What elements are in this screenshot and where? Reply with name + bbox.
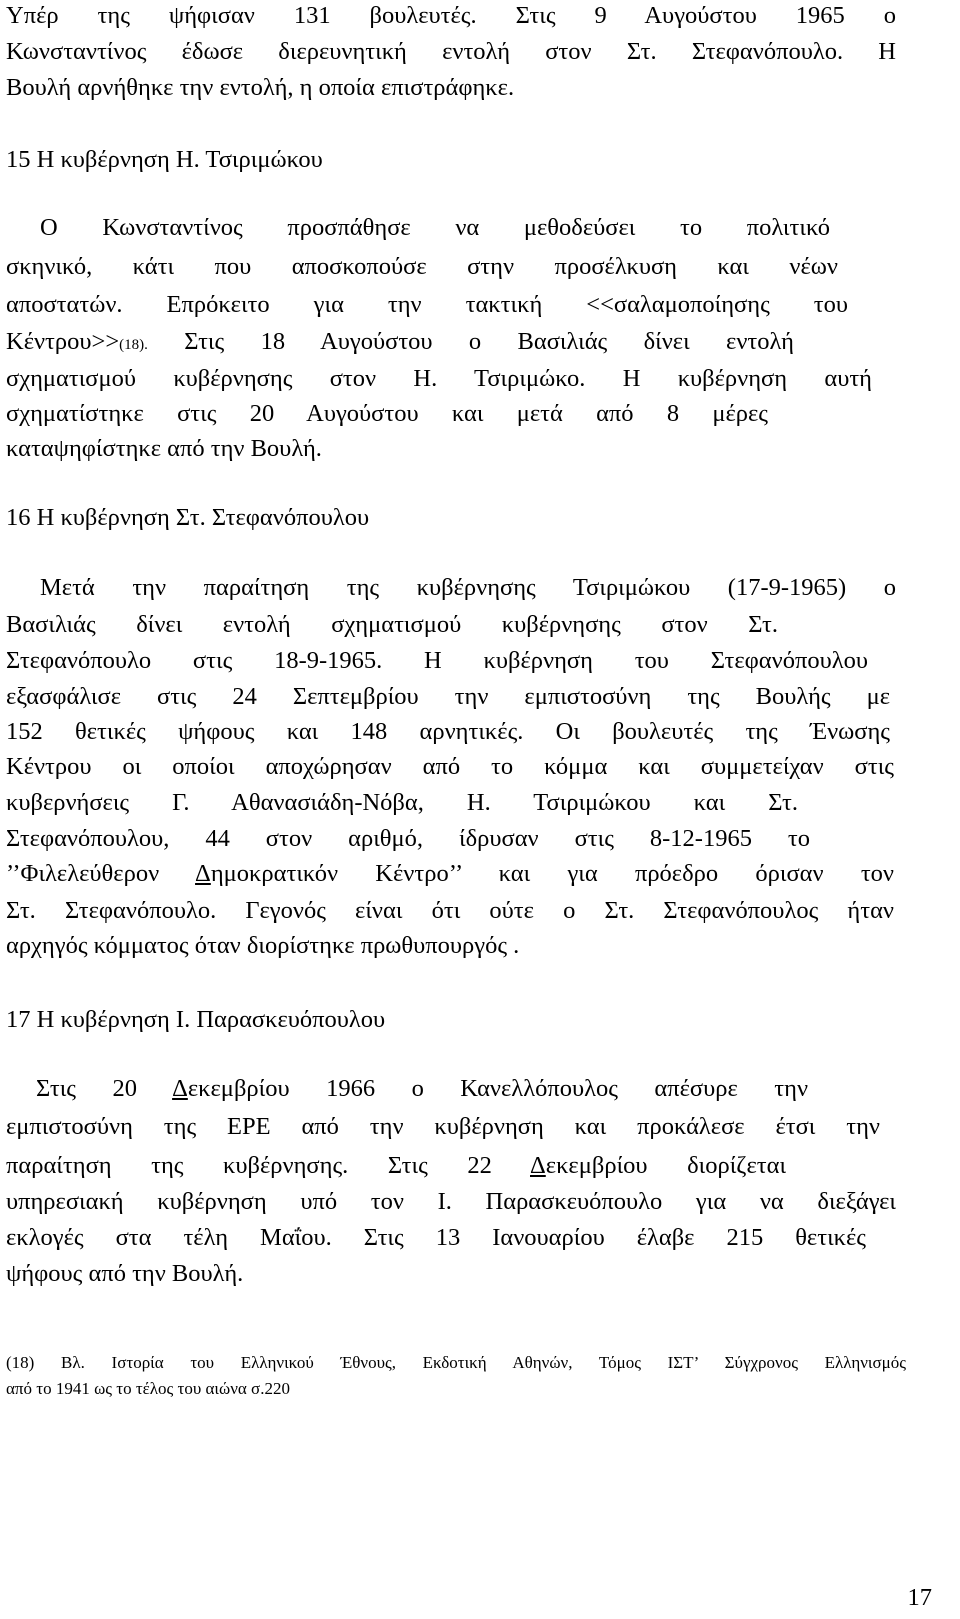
s15-line-6: σχηματίστηκε στις 20 Αυγούστου και μετά από 8 μέρες	[6, 400, 768, 427]
s15-line-4	[6, 326, 794, 358]
section-15-heading: 15 Η κυβέρνηση Η. Τσιριμώκου	[6, 146, 323, 173]
footnote-ref-18: (18).	[119, 337, 148, 353]
s17-line-2: εμπιστοσύνη της ΕΡΕ από την κυβέρνηση και προκάλεσε έτσι την	[6, 1113, 880, 1140]
s17-line-3: παραίτηση της κυβέρνησης. Στις 22 Δεκεμβρίου διορίζεται	[6, 1152, 787, 1179]
s16-line-8: Στεφανόπουλου, 44 στον αριθμό, ίδρυσαν στις 8-12-1965 το	[6, 825, 810, 852]
s15-line-1: Ο Κωνσταντίνος προσπάθησε να μεθοδεύσει το πολιτικό	[40, 214, 830, 241]
footnote-line-1: (18) Βλ. Ιστορία του Ελληνικού Έθνους, Εκδοτική Αθηνών, Τόμος ΙΣΤ’ Σύγχρονος Ελληνισμός	[6, 1353, 906, 1372]
s17-line-4: υπηρεσιακή κυβέρνηση υπό τον Ι. Παρασκευόπουλο για να διεξάγει	[6, 1188, 896, 1215]
footnote-line-2: από το 1941 ως το τέλος του αιώνα σ.220	[6, 1379, 290, 1398]
s16-line-2: Βασιλιάς δίνει εντολή σχηματισμού κυβέρνησης στον Στ.	[6, 611, 778, 638]
s15-line-3: αποστατών. Επρόκειτο για την τακτική <<σαλαμοποίησης του	[6, 291, 848, 318]
intro-line-1: Υπέρ της ψήφισαν 131 βουλευτές. Στις 9 Αυγούστου 1965 ο	[6, 2, 896, 29]
s17-line-5: εκλογές στα τέλη Μαΐου. Στις 13 Ιανουαρίου έλαβε 215 θετικές	[6, 1224, 866, 1251]
intro-line-3: Βουλή αρνήθηκε την εντολή, η οποία επιστράφηκε.	[6, 74, 515, 101]
s16-line-11: αρχηγός κόμματος όταν διορίστηκε πρωθυπουργός .	[6, 932, 520, 959]
s16-line-1: Μετά την παραίτηση της κυβέρνησης Τσιριμώκου (17-9-1965) ο	[40, 574, 896, 601]
section-16-heading: 16 Η κυβέρνηση Στ. Στεφανόπουλου	[6, 504, 370, 531]
section-17-heading: 17 Η κυβέρνηση Ι. Παρασκευόπουλου	[6, 1006, 386, 1033]
s15-line-4-a: Κέντρου>>	[6, 328, 120, 355]
s17-line-1: Στις 20 Δεκεμβρίου 1966 ο Κανελλόπουλος απέσυρε την	[36, 1075, 809, 1102]
s16-line-4: εξασφάλισε στις 24 Σεπτεμβρίου την εμπιστοσύνη της Βουλής με	[6, 683, 890, 710]
s15-line-5: σχηματισμού κυβέρνησης στον Η. Τσιριμώκο. Η κυβέρνηση αυτή	[6, 365, 872, 392]
s16-line-9: ’’Φιλελεύθερον Δημοκρατικόν Κέντρο’’ και για πρόεδρο όρισαν τον	[6, 860, 894, 887]
s15-line-2: σκηνικό, κάτι που αποσκοπούσε στην προσέλκυση και νέων	[6, 253, 838, 280]
s16-line-5: 152 θετικές ψήφους και 148 αρνητικές. Οι βουλευτές της Ένωσης	[6, 718, 890, 745]
s16-line-6: Κέντρου οι οποίοι αποχώρησαν από το κόμμα και συμμετείχαν στις	[6, 753, 894, 780]
intro-line-2: Κωνσταντίνος έδωσε διερευνητική εντολή στον Στ. Στεφανόπουλο. Η	[6, 38, 896, 65]
page-number: 17	[907, 1584, 932, 1611]
s17-line-6: ψήφους από την Βουλή.	[6, 1260, 244, 1287]
s15-line-7: καταψηφίστηκε από την Βουλή.	[6, 435, 322, 462]
s16-line-10: Στ. Στεφανόπουλο. Γεγονός είναι ότι ούτε ο Στ. Στεφανόπουλος ήταν	[6, 897, 894, 924]
s16-line-3: Στεφανόπουλο στις 18-9-1965. Η κυβέρνηση του Στεφανόπουλου	[6, 647, 868, 674]
s15-line-4-b: Στις 18 Αυγούστου ο Βασιλιάς δίνει εντολή	[147, 328, 794, 355]
s16-line-7: κυβερνήσεις Γ. Αθανασιάδη-Νόβα, Η. Τσιριμώκου και Στ.	[6, 789, 798, 816]
